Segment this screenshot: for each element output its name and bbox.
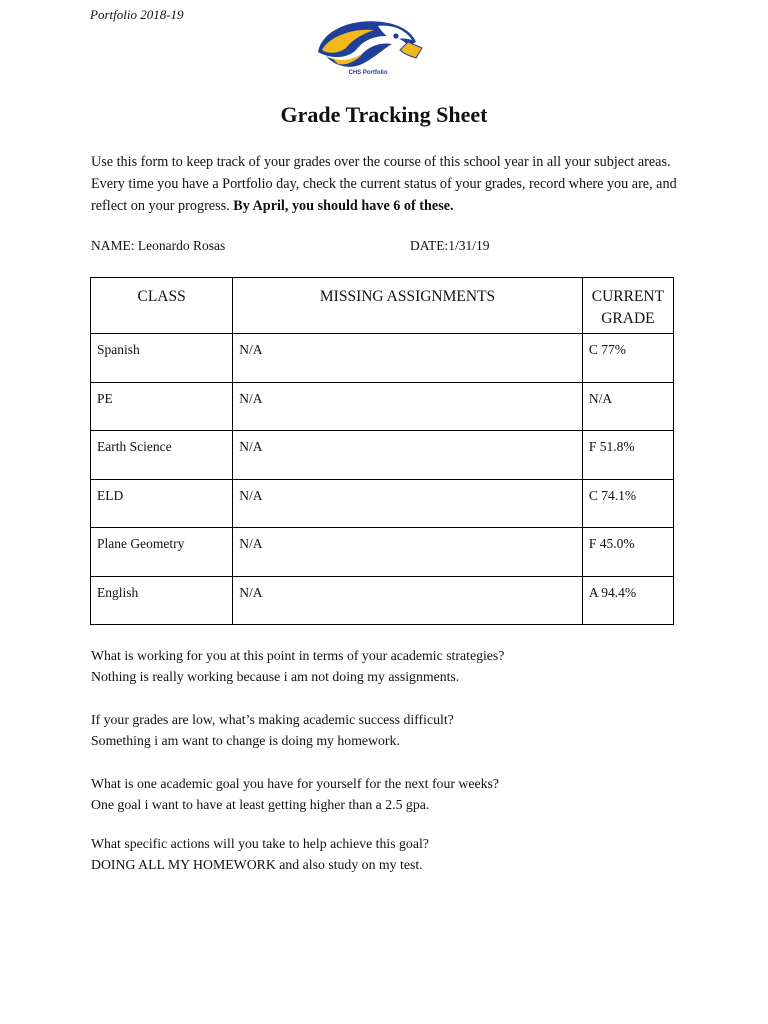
cell-missing: N/A (233, 334, 583, 383)
cell-class: English (91, 576, 233, 625)
cell-grade: C 74.1% (582, 479, 673, 528)
cell-grade: C 77% (582, 334, 673, 383)
table-row (91, 576, 674, 625)
logo-caption: CHS Portfolio (348, 70, 388, 76)
header-missing-assignments: MISSING ASSIGNMENTS (233, 278, 583, 334)
cell-grade: F 51.8% (582, 431, 673, 480)
cell-missing: N/A (233, 528, 583, 577)
reflection-answer: One goal i want to have at least getting higher than a 2.5 gpa. (91, 797, 430, 812)
grade-table (90, 277, 674, 625)
header-class: CLASS (91, 278, 233, 334)
page-title: Grade Tracking Sheet (280, 102, 488, 127)
table-row (91, 431, 674, 480)
reflection-question: What specific actions will you take to help achieve this goal? (91, 836, 429, 851)
reflection-block (91, 709, 691, 751)
cell-missing: N/A (233, 382, 583, 431)
table-row (91, 382, 674, 431)
student-date: DATE:1/31/19 (410, 238, 490, 253)
cell-missing: N/A (233, 431, 583, 480)
intro-paragraph (91, 151, 691, 217)
cell-class: ELD (91, 479, 233, 528)
cell-missing: N/A (233, 576, 583, 625)
reflection-answer: DOING ALL MY HOMEWORK and also study on my test. (91, 857, 423, 872)
reflection-question: What is working for you at this point in terms of your academic strategies? (91, 648, 505, 663)
table-row (91, 334, 674, 383)
table-row (91, 528, 674, 577)
cell-class: Plane Geometry (91, 528, 233, 577)
cell-grade: N/A (582, 382, 673, 431)
header-note: Portfolio 2018-19 (90, 7, 184, 22)
cell-class: Spanish (91, 334, 233, 383)
cell-missing: N/A (233, 479, 583, 528)
reflection-block (91, 833, 691, 875)
cell-class: PE (91, 382, 233, 431)
reflection-block (91, 645, 691, 687)
cell-grade: A 94.4% (582, 576, 673, 625)
student-name: NAME: Leonardo Rosas (91, 238, 226, 253)
intro-text: Use this form to keep track of your grades over the course of this school year in all your subject areas. Every time you have a Portfolio day, check the current status of your grades, record where you are, and reflect on your progress. (91, 154, 677, 214)
reflection-block (91, 773, 691, 815)
intro-bold-text: By April, you should have 6 of these. (233, 198, 454, 214)
reflection-answer: Something i am want to change is doing my homework. (91, 733, 400, 748)
cell-class: Earth Science (91, 431, 233, 480)
reflection-question: If your grades are low, what’s making academic success difficult? (91, 712, 454, 727)
table-header-row (91, 278, 674, 334)
cell-grade: F 45.0% (582, 528, 673, 577)
reflection-answer: Nothing is really working because i am not doing my assignments. (91, 669, 460, 684)
header-current-grade: CURRENT GRADE (582, 278, 673, 334)
table-row (91, 479, 674, 528)
reflection-question: What is one academic goal you have for yourself for the next four weeks? (91, 776, 499, 791)
